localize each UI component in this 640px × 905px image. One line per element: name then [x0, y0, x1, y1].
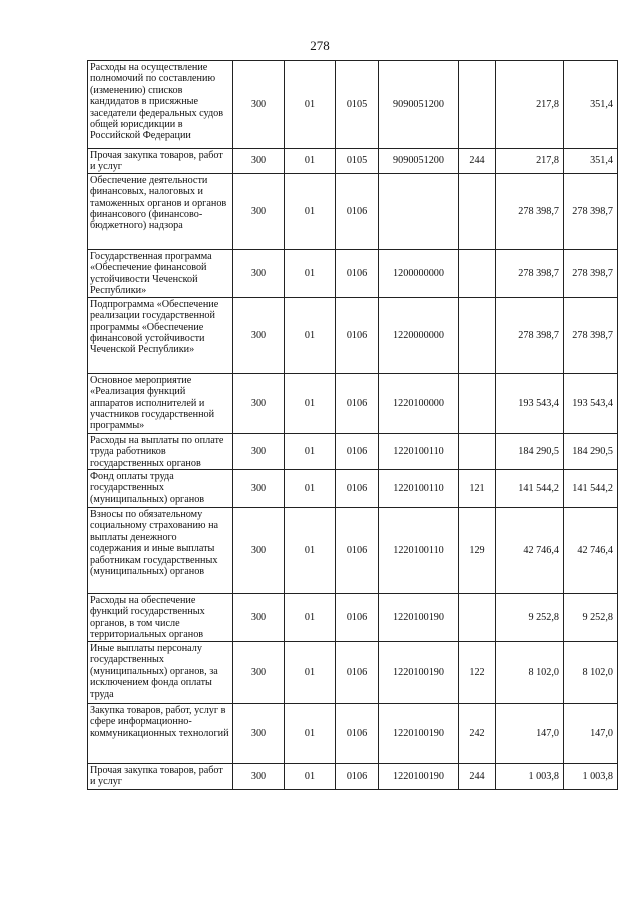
row-subsection-cell: 0106: [336, 433, 379, 469]
row-subsection-cell: 0106: [336, 249, 379, 297]
row-amount-year1-cell: 147,0: [496, 704, 564, 764]
row-target-article-cell: 9090051200: [379, 61, 459, 149]
row-amount-year2-cell: 278 398,7: [564, 173, 618, 249]
row-section-cell: 01: [285, 433, 336, 469]
row-amount-year1-cell: 278 398,7: [496, 173, 564, 249]
row-expense-type-cell: [459, 249, 496, 297]
row-amount-year1-cell: 278 398,7: [496, 249, 564, 297]
row-subsection-cell: 0105: [336, 149, 379, 174]
table-row: [88, 433, 618, 469]
row-target-article-cell: 1220100190: [379, 764, 459, 790]
row-section-cell: 01: [285, 149, 336, 174]
page-number: 278: [310, 38, 330, 53]
row-target-article-cell: 1220100000: [379, 373, 459, 433]
row-target-article-cell: 9090051200: [379, 149, 459, 174]
row-amount-year1-cell: 9 252,8: [496, 594, 564, 642]
row-grbs-cell: 300: [233, 594, 285, 642]
row-amount-year1-cell: 8 102,0: [496, 642, 564, 704]
row-section-cell: 01: [285, 642, 336, 704]
row-subsection-cell: 0106: [336, 642, 379, 704]
row-expense-type-cell: 121: [459, 470, 496, 508]
row-target-article-cell: 1220100110: [379, 508, 459, 594]
row-section-cell: 01: [285, 704, 336, 764]
row-amount-year1-cell: 278 398,7: [496, 297, 564, 373]
table-row: [88, 642, 618, 704]
row-section-cell: 01: [285, 594, 336, 642]
row-expense-type-cell: [459, 433, 496, 469]
row-section-cell: 01: [285, 297, 336, 373]
row-subsection-cell: 0106: [336, 297, 379, 373]
row-subsection-cell: 0106: [336, 594, 379, 642]
row-grbs-cell: 300: [233, 173, 285, 249]
table-row: [88, 704, 618, 764]
row-amount-year2-cell: 9 252,8: [564, 594, 618, 642]
row-amount-year2-cell: 351,4: [564, 61, 618, 149]
row-amount-year2-cell: 351,4: [564, 149, 618, 174]
row-amount-year2-cell: 8 102,0: [564, 642, 618, 704]
row-target-article-cell: 1220100190: [379, 642, 459, 704]
row-subsection-cell: 0106: [336, 470, 379, 508]
table-row: [88, 594, 618, 642]
row-name-cell: Обеспечение деятельности финансовых, налоговых и таможенных органов и органов финансового (финансово-бюджетного) надзора: [88, 173, 233, 249]
row-name-cell: Государственная программа «Обеспечение финансовой устойчивости Чеченской Республики»: [88, 249, 233, 297]
row-grbs-cell: 300: [233, 373, 285, 433]
row-name-cell: Расходы на обеспечение функций государственных органов, в том числе территориальных органов: [88, 594, 233, 642]
row-target-article-cell: 1220100190: [379, 704, 459, 764]
row-name-cell: Прочая закупка товаров, работ и услуг: [88, 764, 233, 790]
table-row: [88, 173, 618, 249]
row-grbs-cell: 300: [233, 433, 285, 469]
row-section-cell: 01: [285, 470, 336, 508]
row-name-cell: Расходы на выплаты по оплате труда работников государственных органов: [88, 433, 233, 469]
row-target-article-cell: 1220000000: [379, 297, 459, 373]
row-grbs-cell: 300: [233, 642, 285, 704]
row-expense-type-cell: [459, 297, 496, 373]
table-row: [88, 764, 618, 790]
table-row: [88, 249, 618, 297]
row-grbs-cell: 300: [233, 704, 285, 764]
row-section-cell: 01: [285, 508, 336, 594]
row-name-cell: Подпрограмма «Обеспечение реализации государственной программы «Обеспечение финансовой устойчивости Чеченской Республики»: [88, 297, 233, 373]
row-subsection-cell: 0106: [336, 508, 379, 594]
row-grbs-cell: 300: [233, 149, 285, 174]
row-expense-type-cell: 122: [459, 642, 496, 704]
row-amount-year1-cell: 184 290,5: [496, 433, 564, 469]
row-section-cell: 01: [285, 173, 336, 249]
row-name-cell: Взносы по обязательному социальному страхованию на выплаты денежного содержания и иные выплаты работникам государственных (муниципальных) органов: [88, 508, 233, 594]
row-section-cell: 01: [285, 373, 336, 433]
row-amount-year2-cell: 147,0: [564, 704, 618, 764]
row-grbs-cell: 300: [233, 249, 285, 297]
row-grbs-cell: 300: [233, 470, 285, 508]
budget-table: [87, 60, 618, 790]
row-grbs-cell: 300: [233, 297, 285, 373]
row-name-cell: Иные выплаты персоналу государственных (муниципальных) органов, за исключением фонда оплаты труда: [88, 642, 233, 704]
row-amount-year1-cell: 42 746,4: [496, 508, 564, 594]
row-expense-type-cell: 244: [459, 764, 496, 790]
row-target-article-cell: 1220100190: [379, 594, 459, 642]
row-amount-year1-cell: 193 543,4: [496, 373, 564, 433]
budget-table-body: [88, 61, 618, 790]
row-expense-type-cell: 129: [459, 508, 496, 594]
row-name-cell: Расходы на осуществление полномочий по составлению (изменению) списков кандидатов в присяжные заседатели федеральных судов общей юрисдикции в Российской Федерации: [88, 61, 233, 149]
row-amount-year2-cell: 42 746,4: [564, 508, 618, 594]
row-amount-year2-cell: 184 290,5: [564, 433, 618, 469]
row-subsection-cell: 0106: [336, 373, 379, 433]
row-amount-year1-cell: 217,8: [496, 149, 564, 174]
row-expense-type-cell: 244: [459, 149, 496, 174]
row-amount-year2-cell: 193 543,4: [564, 373, 618, 433]
row-subsection-cell: 0105: [336, 61, 379, 149]
row-section-cell: 01: [285, 61, 336, 149]
row-subsection-cell: 0106: [336, 704, 379, 764]
row-amount-year2-cell: 278 398,7: [564, 249, 618, 297]
table-row: [88, 508, 618, 594]
row-grbs-cell: 300: [233, 61, 285, 149]
row-expense-type-cell: [459, 373, 496, 433]
row-section-cell: 01: [285, 249, 336, 297]
row-expense-type-cell: 242: [459, 704, 496, 764]
row-target-article-cell: 1220100110: [379, 433, 459, 469]
row-amount-year1-cell: 217,8: [496, 61, 564, 149]
row-grbs-cell: 300: [233, 508, 285, 594]
row-amount-year2-cell: 141 544,2: [564, 470, 618, 508]
row-subsection-cell: 0106: [336, 764, 379, 790]
table-row: [88, 61, 618, 149]
row-name-cell: Основное мероприятие «Реализация функций аппаратов исполнителей и участников государственной программы»: [88, 373, 233, 433]
table-row: [88, 373, 618, 433]
row-amount-year1-cell: 141 544,2: [496, 470, 564, 508]
row-subsection-cell: 0106: [336, 173, 379, 249]
row-name-cell: Прочая закупка товаров, работ и услуг: [88, 149, 233, 174]
row-target-article-cell: 1200000000: [379, 249, 459, 297]
table-row: [88, 297, 618, 373]
table-row: [88, 470, 618, 508]
row-amount-year2-cell: 1 003,8: [564, 764, 618, 790]
row-name-cell: Фонд оплаты труда государственных (муниципальных) органов: [88, 470, 233, 508]
row-section-cell: 01: [285, 764, 336, 790]
row-amount-year2-cell: 278 398,7: [564, 297, 618, 373]
row-expense-type-cell: [459, 594, 496, 642]
row-expense-type-cell: [459, 173, 496, 249]
row-expense-type-cell: [459, 61, 496, 149]
row-amount-year1-cell: 1 003,8: [496, 764, 564, 790]
row-grbs-cell: 300: [233, 764, 285, 790]
row-target-article-cell: [379, 173, 459, 249]
row-target-article-cell: 1220100110: [379, 470, 459, 508]
row-name-cell: Закупка товаров, работ, услуг в сфере информационно-коммуникационных технологий: [88, 704, 233, 764]
table-row: [88, 149, 618, 174]
